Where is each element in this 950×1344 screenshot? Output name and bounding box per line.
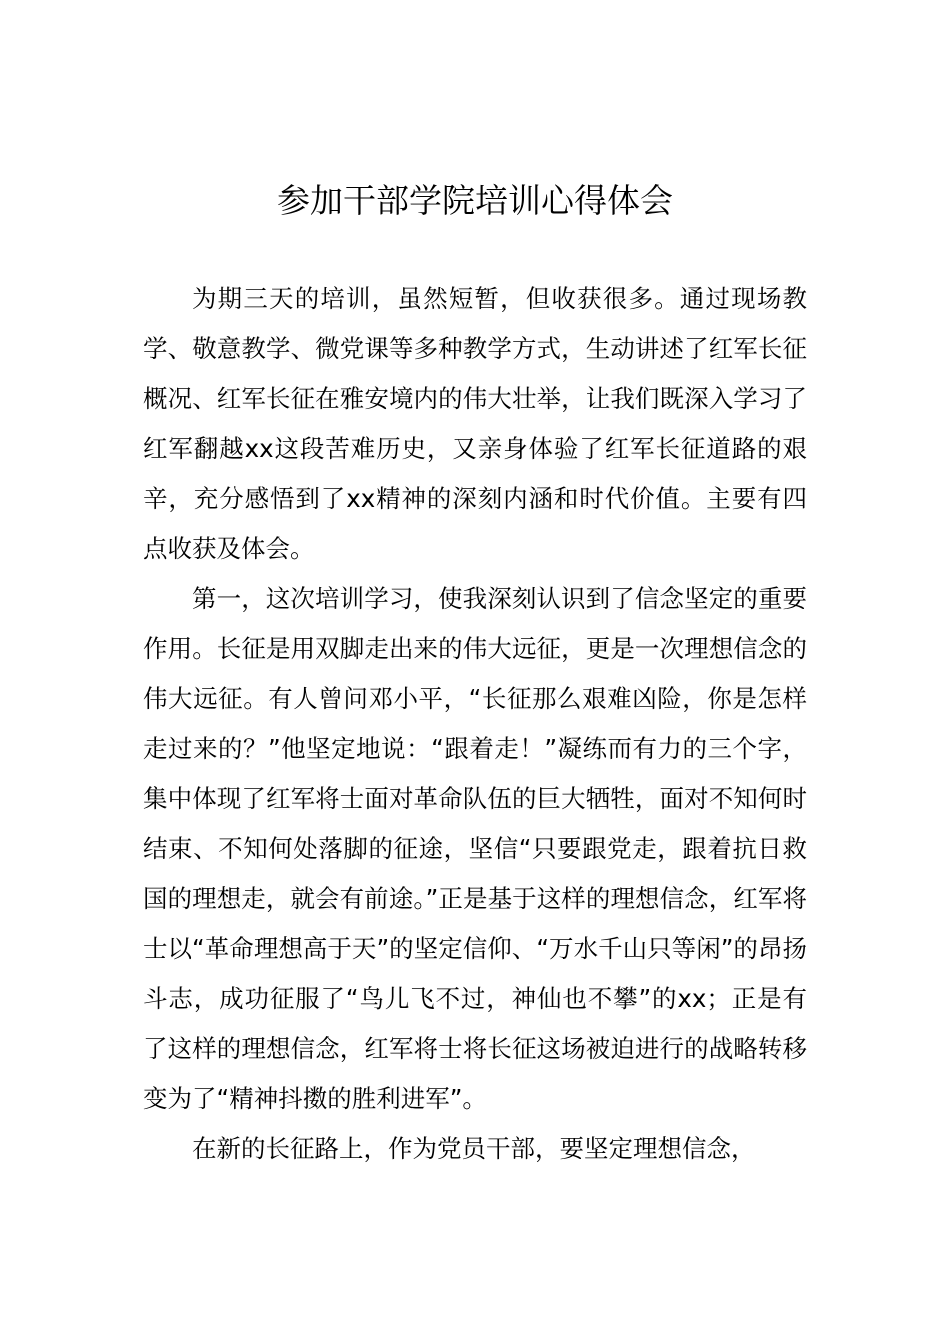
document-title: 参加干部学院培训心得体会 <box>277 181 673 220</box>
paragraph-intro: 为期三天的培训，虽然短暂，但收获很多。通过现场教学、敬意教学、微党课等多种教学方式，生动讲述了红军长征概况、红军长征在雅安境内的伟大壮举，让我们既深入学习了红军翻越xx这段苦难历史，又亲身体验了红军长征道路的艰辛，充分感悟到了xx精神的深刻内涵和时代价值。主要有四点收获及体会。 <box>143 284 807 563</box>
paragraph-continuation: 在新的长征路上，作为党员干部，要坚定理想信念， <box>192 1134 756 1163</box>
document-body <box>143 274 807 1174</box>
paragraph-first-point: 第一，这次培训学习，使我深刻认识到了信念坚定的重要作用。长征是用双脚走出来的伟大远征，更是一次理想信念的伟大远征。有人曾问邓小平，“长征那么艰难凶险，你是怎样走过来的？”他坚定地说：“跟着走！”凝练而有力的三个字，集中体现了红军将士面对革命队伍的巨大牺牲，面对不知何时结束、不知何处落脚的征途，坚信“只要跟党走，跟着抗日救国的理想走，就会有前途。”正是基于这样的理想信念，红军将士以“革命理想高于天”的坚定信仰、“万水千山只等闲”的昂扬斗志，成功征服了“鸟儿飞不过，神仙也不攀”的xx；正是有了这样的理想信念，红军将士将长征这场被迫进行的战略转移变为了“精神抖擞的胜利进军”。 <box>143 584 807 1113</box>
